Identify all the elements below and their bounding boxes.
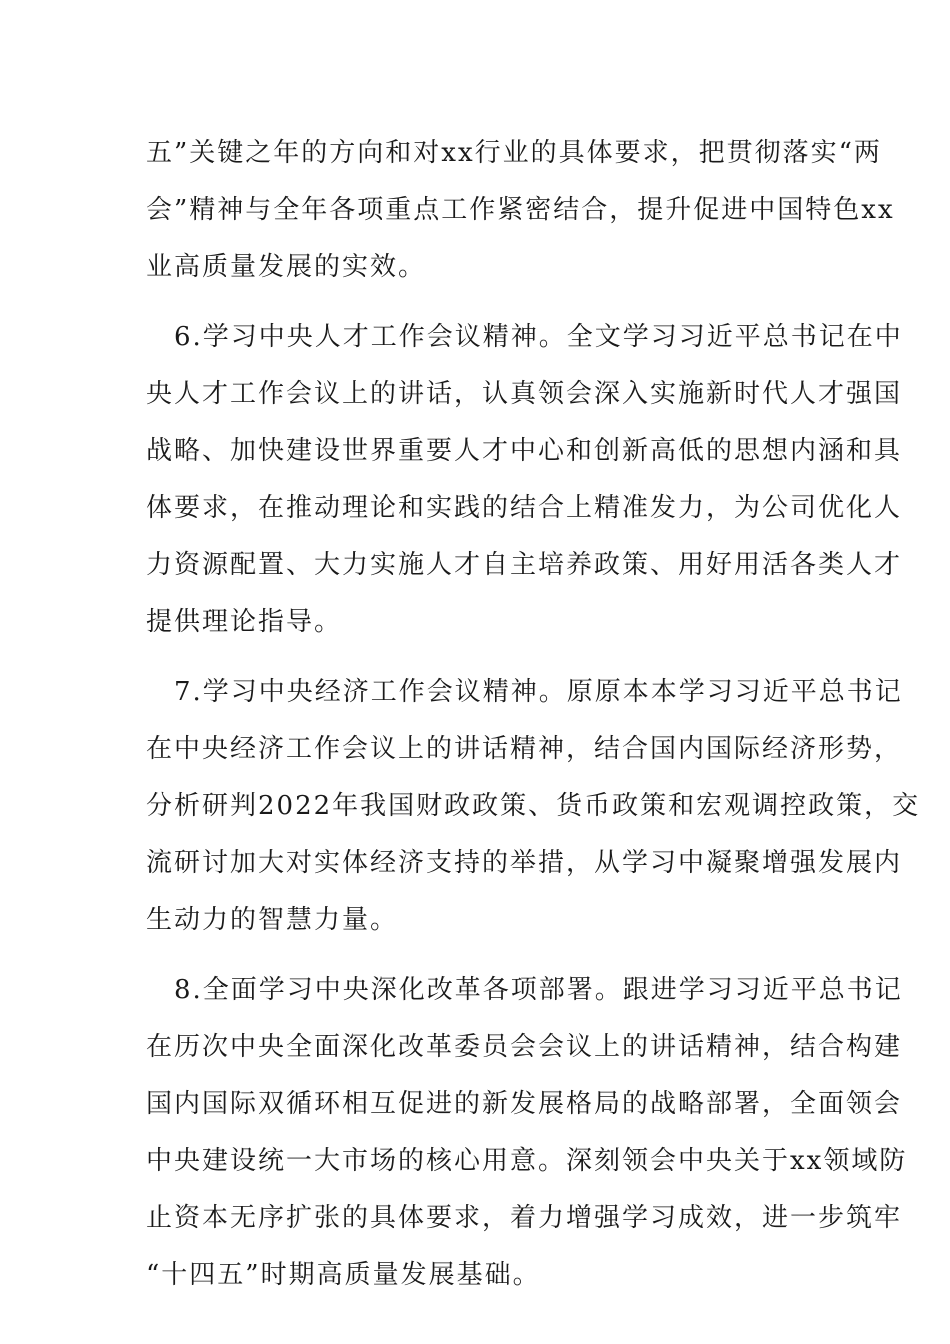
text-line: 8.全面学习中央深化改革各项部署。跟进学习习近平总书记 [174,975,903,1005]
text-line: 中央建设统一大市场的核心用意。深刻领会中央关于xx领域防 [146,1146,908,1176]
text-line: “十四五”时期高质量发展基础。 [146,1260,541,1290]
text-line: 五”关键之年的方向和对xx行业的具体要求，把贯彻落实“两 [146,138,882,168]
text-line: 战略、加快建设世界重要人才中心和创新高低的思想内涵和具 [146,436,903,466]
text-line: 国内国际双循环相互促进的新发展格局的战略部署，全面领会 [146,1089,903,1119]
text-line: 提供理论指导。 [146,607,343,637]
text-line: 6.学习中央人才工作会议精神。全文学习习近平总书记在中 [174,322,903,352]
text-line: 会”精神与全年各项重点工作紧密结合，提升促进中国特色xx [146,195,895,225]
text-line: 7.学习中央经济工作会议精神。原原本本学习习近平总书记 [174,677,903,707]
text-line: 力资源配置、大力实施人才自主培养政策、用好用活各类人才 [146,550,903,580]
text-line: 止资本无序扩张的具体要求，着力增强学习成效，进一步筑牢 [146,1203,903,1233]
text-line: 分析研判2022年我国财政政策、货币政策和宏观调控政策，交 [146,791,921,821]
text-line: 流研讨加大对实体经济支持的举措，从学习中凝聚增强发展内 [146,848,903,878]
text-line: 业高质量发展的实效。 [146,252,427,282]
text-line: 在中央经济工作会议上的讲话精神，结合国内国际经济形势， [146,734,903,764]
text-line: 在历次中央全面深化改革委员会会议上的讲话精神，结合构建 [146,1032,903,1062]
text-line: 生动力的智慧力量。 [146,905,399,935]
text-line: 体要求，在推动理论和实践的结合上精准发力，为公司优化人 [146,493,903,523]
text-line: 央人才工作会议上的讲话，认真领会深入实施新时代人才强国 [146,379,903,409]
